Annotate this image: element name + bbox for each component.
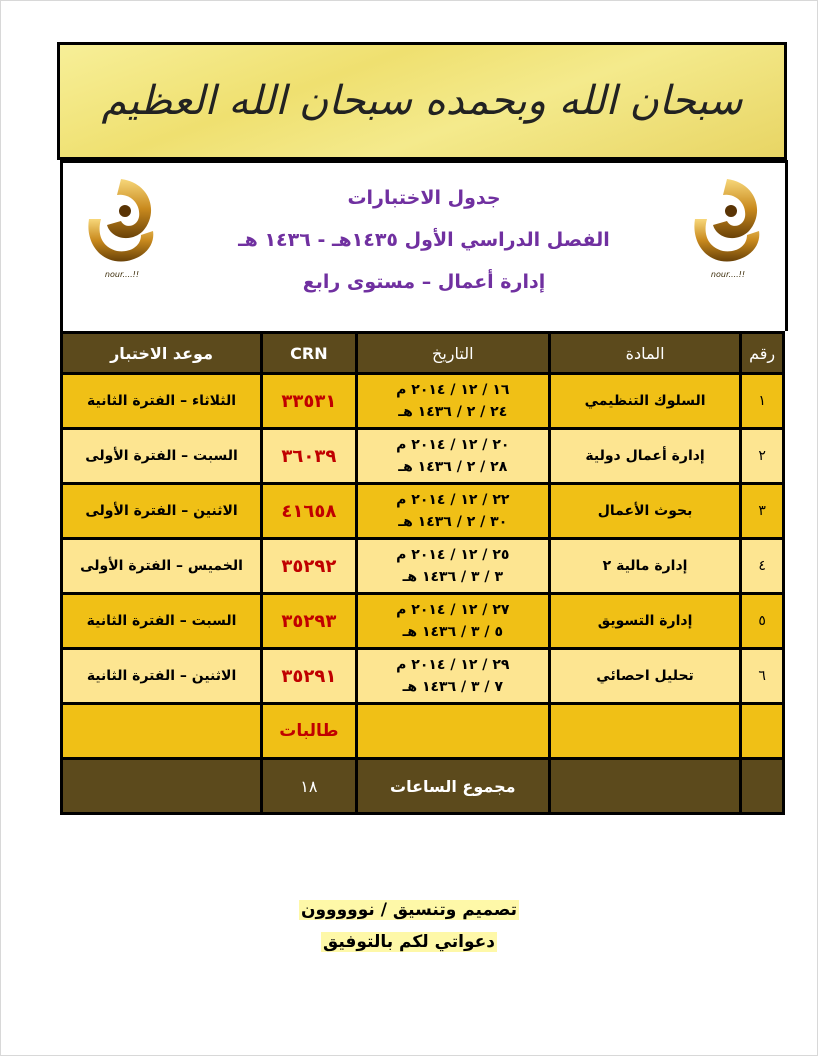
row-subject: إدارة التسويق (549, 594, 740, 649)
table-row (62, 649, 784, 704)
row-subject: بحوث الأعمال (549, 484, 740, 539)
row-crn: ٣٣٥٣١ (262, 374, 357, 429)
col-subject: المادة (549, 333, 740, 374)
row-number: ٤ (741, 539, 784, 594)
row-number: ٥ (741, 594, 784, 649)
table-row (62, 374, 784, 429)
table-row (62, 539, 784, 594)
row-date (356, 649, 549, 704)
hijri-date: ٢٨ / ٢ / ١٤٣٦ هـ (398, 459, 508, 475)
row-number: ١ (741, 374, 784, 429)
empty-cell (549, 759, 740, 814)
exam-schedule-table (60, 331, 785, 815)
requirements-label: طالبات (262, 704, 357, 759)
hijri-date: ٣٠ / ٢ / ١٤٣٦ هـ (398, 514, 508, 530)
empty-cell (62, 704, 262, 759)
row-slot: الثلاثاء – الفترة الثانية (62, 374, 262, 429)
row-subject: السلوك التنظيمي (549, 374, 740, 429)
empty-cell (741, 704, 784, 759)
logo-right (687, 173, 769, 283)
total-label: مجموع الساعات (356, 759, 549, 814)
empty-cell (356, 704, 549, 759)
total-hours: ١٨ (262, 759, 357, 814)
banner-calligraphy: سبحان الله وبحمده سبحان الله العظيم (101, 78, 743, 124)
row-crn: ٣٥٢٩٢ (262, 539, 357, 594)
row-subject: إدارة أعمال دولية (549, 429, 740, 484)
empty-cell (549, 704, 740, 759)
row-number: ٣ (741, 484, 784, 539)
svg-text:nour....!!: nour....!! (710, 270, 746, 279)
col-num: رقم (741, 333, 784, 374)
greg-date: ١٦ / ١٢ / ٢٠١٤ م (396, 382, 510, 398)
row-crn: ٣٥٢٩١ (262, 649, 357, 704)
row-crn: ٣٦٠٣٩ (262, 429, 357, 484)
row-date (356, 374, 549, 429)
hijri-date: ٢٤ / ٢ / ١٤٣٦ هـ (398, 404, 508, 420)
greg-date: ٢٧ / ١٢ / ٢٠١٤ م (396, 602, 510, 618)
semester-line: الفصل الدراسي الأول ١٤٣٥هـ - ١٤٣٦ هـ (238, 229, 610, 251)
total-row (62, 759, 784, 814)
table-row (62, 594, 784, 649)
hijri-date: ٣ / ٣ / ١٤٣٦ هـ (402, 569, 503, 585)
row-crn: ٤١٦٥٨ (262, 484, 357, 539)
row-slot: السبت – الفترة الأولى (62, 429, 262, 484)
hijri-date: ٥ / ٣ / ١٤٣٦ هـ (402, 624, 503, 640)
row-slot: السبت – الفترة الثانية (62, 594, 262, 649)
row-date (356, 539, 549, 594)
empty-cell (741, 759, 784, 814)
row-slot: الاثنين – الفترة الأولى (62, 484, 262, 539)
title-block (213, 177, 635, 303)
greg-date: ٢٥ / ١٢ / ٢٠١٤ م (396, 547, 510, 563)
row-slot: الخميس – الفترة الأولى (62, 539, 262, 594)
greg-date: ٢٠ / ١٢ / ٢٠١٤ م (396, 437, 510, 453)
schedule-header (60, 160, 788, 331)
col-crn: CRN (262, 333, 357, 374)
calligraphy-banner (57, 42, 787, 160)
row-date (356, 484, 549, 539)
program-line: إدارة أعمال – مستوى رابع (302, 271, 546, 293)
col-slot: موعد الاختبار (62, 333, 262, 374)
svg-text:nour....!!: nour....!! (104, 270, 140, 279)
empty-cell (62, 759, 262, 814)
prayer-text: دعواتي لكم بالتوفيق (323, 932, 495, 952)
table-header-row (62, 333, 784, 374)
prayer-line (0, 932, 818, 952)
row-subject: تحليل احصائي (549, 649, 740, 704)
row-date (356, 429, 549, 484)
hijri-date: ٧ / ٣ / ١٤٣٦ هـ (402, 679, 503, 695)
design-credit-text: تصميم وتنسيق / نووووون (300, 900, 518, 920)
greg-date: ٢٢ / ١٢ / ٢٠١٤ م (396, 492, 510, 508)
logo-left (81, 173, 163, 283)
table-row (62, 429, 784, 484)
requirements-row (62, 704, 784, 759)
row-number: ٦ (741, 649, 784, 704)
table-row (62, 484, 784, 539)
greg-date: ٢٩ / ١٢ / ٢٠١٤ م (396, 657, 510, 673)
row-crn: ٣٥٢٩٣ (262, 594, 357, 649)
design-credit (0, 900, 818, 920)
row-number: ٢ (741, 429, 784, 484)
row-date (356, 594, 549, 649)
col-date: التاريخ (356, 333, 549, 374)
row-slot: الاثنين – الفترة الثانية (62, 649, 262, 704)
row-subject: إدارة مالية ٢ (549, 539, 740, 594)
schedule-title: جدول الاختبارات (347, 187, 501, 209)
